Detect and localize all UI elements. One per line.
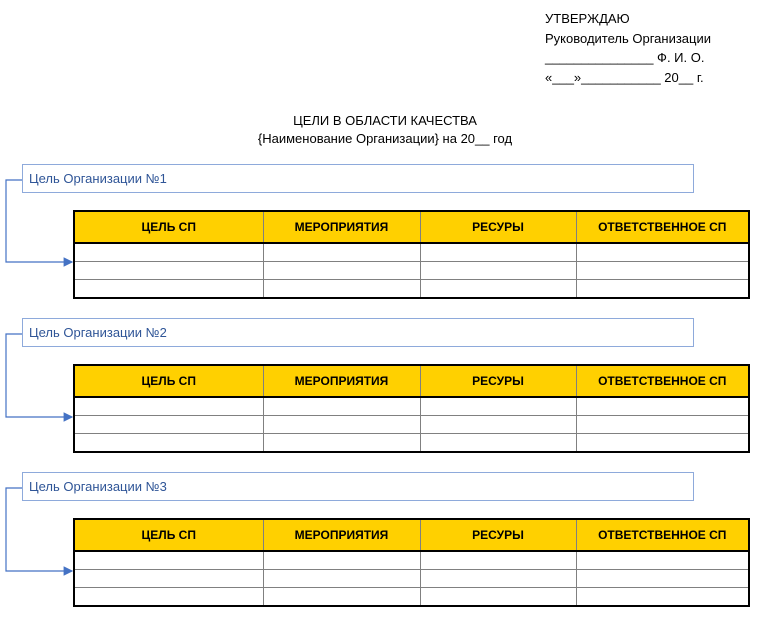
table-cell[interactable]	[420, 551, 576, 570]
goal-table-1	[73, 210, 750, 299]
goal-table-3	[73, 518, 750, 607]
table-cell[interactable]	[263, 570, 420, 588]
table-cell[interactable]	[420, 434, 576, 453]
table-cell[interactable]	[576, 570, 749, 588]
approval-title: УТВЕРЖДАЮ	[545, 11, 630, 26]
table-cell[interactable]	[74, 434, 263, 453]
table-cell[interactable]	[576, 397, 749, 416]
table-cell[interactable]	[74, 416, 263, 434]
table-cell[interactable]	[74, 588, 263, 607]
table-cell[interactable]	[576, 416, 749, 434]
goal-box-1	[22, 164, 694, 193]
table-cell[interactable]	[576, 434, 749, 453]
table-row	[74, 416, 749, 434]
goal-box-2	[22, 318, 694, 347]
table-cell[interactable]	[576, 551, 749, 570]
document-subtitle: {Наименование Организации} на 20__ год	[257, 131, 513, 146]
table-cell[interactable]	[263, 551, 420, 570]
table-cell[interactable]	[420, 570, 576, 588]
column-header-responsible: ОТВЕТСТВЕННОЕ СП	[576, 519, 749, 551]
column-header-goal: ЦЕЛЬ СП	[74, 365, 263, 397]
table-header-row	[74, 519, 749, 551]
approval-signature-line: _______________ Ф. И. О.	[545, 50, 705, 65]
table-cell[interactable]	[576, 280, 749, 299]
table-cell[interactable]	[74, 551, 263, 570]
table-cell[interactable]	[263, 243, 420, 262]
table-row	[74, 570, 749, 588]
goal-table-2	[73, 364, 750, 453]
column-header-activities: МЕРОПРИЯТИЯ	[263, 365, 420, 397]
table-cell[interactable]	[263, 397, 420, 416]
goal-box-3	[22, 472, 694, 501]
table-cell[interactable]	[263, 416, 420, 434]
table-cell[interactable]	[420, 588, 576, 607]
approval-position: Руководитель Организации	[545, 30, 711, 46]
table-cell[interactable]	[74, 570, 263, 588]
table-cell[interactable]	[576, 262, 749, 280]
column-header-resources: РЕСУРЫ	[420, 211, 576, 243]
column-header-activities: МЕРОПРИЯТИЯ	[263, 211, 420, 243]
table-cell[interactable]	[420, 262, 576, 280]
table-cell[interactable]	[420, 280, 576, 299]
column-header-activities: МЕРОПРИЯТИЯ	[263, 519, 420, 551]
table-cell[interactable]	[263, 280, 420, 299]
table-cell[interactable]	[74, 397, 263, 416]
column-header-goal: ЦЕЛЬ СП	[74, 211, 263, 243]
table-row	[74, 243, 749, 262]
table-cell[interactable]	[263, 262, 420, 280]
table-row	[74, 551, 749, 570]
goal-label: Цель Организации №3	[29, 479, 167, 494]
table-row	[74, 262, 749, 280]
table-row	[74, 434, 749, 453]
approval-block	[545, 9, 711, 87]
table-cell[interactable]	[420, 416, 576, 434]
table-cell[interactable]	[263, 588, 420, 607]
column-header-responsible: ОТВЕТСТВЕННОЕ СП	[576, 211, 749, 243]
table-cell[interactable]	[420, 243, 576, 262]
table-cell[interactable]	[74, 243, 263, 262]
approval-date-line: «___»___________ 20__ г.	[545, 69, 704, 85]
column-header-resources: РЕСУРЫ	[420, 519, 576, 551]
table-header-row	[74, 365, 749, 397]
column-header-goal: ЦЕЛЬ СП	[74, 519, 263, 551]
column-header-responsible: ОТВЕТСТВЕННОЕ СП	[576, 365, 749, 397]
table-row	[74, 588, 749, 607]
table-cell[interactable]	[576, 588, 749, 607]
goal-label: Цель Организации №2	[29, 325, 167, 340]
table-cell[interactable]	[576, 243, 749, 262]
column-header-resources: РЕСУРЫ	[420, 365, 576, 397]
table-row	[74, 280, 749, 299]
table-cell[interactable]	[263, 434, 420, 453]
document-heading	[0, 112, 760, 148]
document-title: ЦЕЛИ В ОБЛАСТИ КАЧЕСТВА	[293, 113, 477, 128]
table-header-row	[74, 211, 749, 243]
table-cell[interactable]	[420, 397, 576, 416]
table-row	[74, 397, 749, 416]
table-cell[interactable]	[74, 262, 263, 280]
goal-label: Цель Организации №1	[29, 171, 167, 186]
table-cell[interactable]	[74, 280, 263, 299]
